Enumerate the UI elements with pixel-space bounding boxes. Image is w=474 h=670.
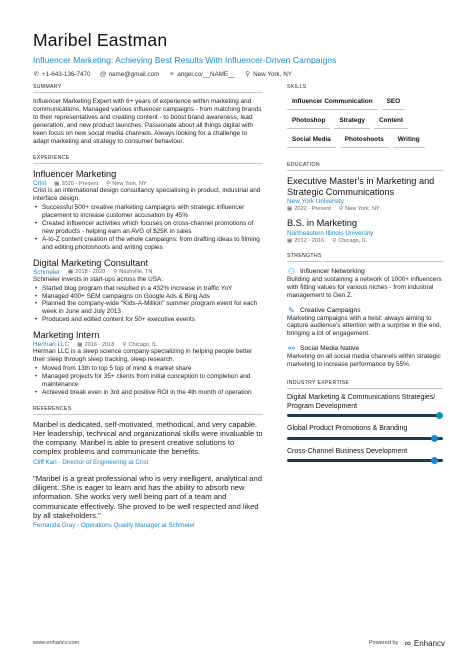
job-bullet: • Achieved break even in 3rd and positive ROI in the 4th month of operation [33, 389, 263, 397]
job-description: Herman LLC is a sleep science company specializing in helping people better their sleep through sleep tracking, sleep research. [33, 348, 253, 364]
expertise-knob [436, 412, 443, 419]
brand-logo [404, 638, 445, 648]
job-location [106, 181, 147, 187]
strength-text: Marketing campaigns with a twist: always aiming to capture audience's attention with a surprise in the end, bringing a lot of engagement. [287, 314, 442, 338]
job-title: Marketing Intern [33, 330, 100, 341]
contact-row [33, 70, 453, 78]
references-title: REFERENCES [33, 405, 72, 412]
education-section [287, 162, 443, 244]
section-divider [33, 414, 263, 415]
expertise-entry [287, 394, 443, 417]
job-dates [54, 181, 98, 187]
expertise-title: INDUSTRY EXPERTISE [287, 380, 350, 387]
phone-icon: ✆ [33, 71, 40, 78]
expertise-name: Global Product Promotions & Branding [287, 425, 408, 433]
reference-author: Cliff Kari - Director of Engineering at Crist [33, 458, 149, 466]
job-meta [33, 269, 263, 276]
link-icon: ⚭ [169, 71, 175, 78]
skill-tag: Strategy [334, 114, 370, 129]
education-dates [287, 206, 331, 212]
location-icon: ⚲ [106, 180, 111, 187]
share-icon: ⚯ [288, 344, 295, 354]
reference-quote: Maribel is dedicated, self-motivated, methodical, and very capable. Her leadership, technical and organizational skills were invaluable to the company. Maribel is able to present creative solutions to complex problems and communicate the benefits. [33, 419, 263, 457]
expertise-bar [287, 414, 443, 417]
contact-location [244, 70, 292, 78]
job-bullet: • A-to-Z content creation of the whole campaigns: from drafting ideas to filming and editing photoshoots and writing copies [33, 236, 263, 252]
summary-title: SUMMARY [33, 84, 62, 90]
job-bullet: • Created influencer activities which focuses on cross-channel promotions of new products - helping earn an AVG of $25K in sales [33, 220, 263, 236]
job-dates-text: 2018 - 2020 [75, 269, 106, 276]
strength-entry [287, 267, 443, 300]
candidate-headline: Influencer Marketing: Achieving Best Results With Influencer-Driven Campaigns [33, 55, 337, 65]
job-entry [33, 258, 263, 324]
section-divider [287, 170, 443, 171]
expertise-section [287, 380, 443, 462]
job-company: Schmeler [33, 268, 60, 276]
education-entry [287, 176, 443, 212]
job-title: Digital Marketing Consultant [33, 257, 148, 268]
skill-tag: SEO [382, 95, 406, 110]
education-degree: Executive Master's in Marketing and Strategic Communications [287, 176, 435, 197]
job-dates-text: 2016 - 2018 [84, 341, 115, 348]
expertise-entry [287, 425, 443, 440]
education-location-text: New York, NY [345, 206, 380, 213]
expertise-knob [431, 457, 438, 464]
skill-tag: Photoshoots [340, 133, 389, 148]
expertise-bar [287, 459, 443, 462]
job-dates [77, 342, 114, 348]
references-section [33, 406, 263, 530]
job-description: Schmeler invests in start-ups across the USA. [33, 275, 163, 283]
reference-author: Fernanda Gray - Operations Quality Manager at Schmeler [33, 522, 196, 530]
skill-tag: Social Media [287, 133, 336, 148]
enhancv-logo-icon: ∞ [404, 638, 411, 648]
job-description: Crist is an international design consultancy specialising in product, industrial and interface design. [33, 187, 261, 203]
megaphone-icon: ✎ [288, 305, 295, 315]
calendar-icon: ▦ [287, 237, 293, 244]
education-location-text: Chicago, IL [338, 237, 367, 244]
location-icon: ⚲ [332, 237, 337, 244]
contact-email[interactable] [100, 70, 160, 78]
education-dates-text: 2022 - Present [294, 206, 331, 213]
job-entry [33, 330, 263, 396]
contact-email-text: name@gmail.com [108, 70, 160, 78]
reference-entry [33, 420, 263, 466]
calendar-icon: ▦ [287, 206, 293, 213]
contact-phone-text: +1-643-136-7470 [42, 70, 91, 78]
education-dates [287, 238, 324, 244]
strength-entry [287, 344, 443, 369]
summary-section [33, 84, 263, 145]
location-icon: ⚲ [339, 206, 344, 213]
expertise-bar [287, 437, 443, 440]
education-meta [287, 238, 443, 244]
job-location-text: Chicago, IL [128, 341, 157, 348]
job-bullet: • Produced and edited content for 50+ executive events [33, 316, 263, 324]
strength-name: Creative Campaigns [300, 306, 361, 314]
education-location [332, 238, 366, 244]
skill-tag: Photoshop [287, 114, 330, 129]
summary-text: Influencer Marketing Expert with 6+ years of experience within marketing and communications. Managed various influencer campaigns - from matching brands to their representatives and creating content - to boost brand awareness, lead generation, and new product launches. Passionate about all things digital with keen focus on new social media channels. Always looking for a challenge to adapt marketing and strategy to consumer behaviour. [33, 98, 262, 145]
location-icon: ⚲ [113, 269, 118, 276]
education-entry [287, 218, 443, 244]
calendar-icon: ▦ [68, 269, 74, 276]
section-divider [287, 388, 443, 389]
education-degree: B.S. in Marketing [287, 218, 357, 229]
job-dates [68, 269, 105, 275]
experience-title: EXPERIENCE [33, 155, 70, 162]
page-footer [33, 638, 445, 648]
contact-phone[interactable] [33, 70, 91, 78]
candidate-name: Maribel Eastman [33, 30, 168, 50]
education-location [339, 206, 380, 212]
contact-link-text: angel.co/__NAME__ [177, 70, 236, 78]
job-dates-text: 2020 - Present [61, 180, 99, 187]
strength-name: Influencer Networking [300, 267, 365, 275]
strength-entry [287, 306, 443, 339]
job-bullet: • Managed projects for 35+ clients from initial conception to completion and maintenance [33, 373, 263, 389]
powered-by-label: Powered by [368, 640, 399, 646]
skill-tag: Influencer Communication [287, 95, 378, 110]
expertise-knob [431, 435, 438, 442]
calendar-icon: ▦ [77, 341, 83, 348]
left-column [33, 84, 263, 529]
job-bullet: • Successful 500+ creative marketing campaigns with strategic influencer placement to increase customer accusation by 45% [33, 204, 263, 220]
skills-title: SKILLS [287, 84, 307, 90]
education-school: New York University [287, 198, 344, 206]
people-icon: ⚇ [287, 266, 296, 276]
job-bullet: • Moved from 13th to top 5 top of mind & market share [33, 365, 263, 373]
job-location-text: New York, NY [112, 180, 147, 187]
resume-header [33, 30, 453, 78]
powered-by [369, 638, 445, 648]
strengths-section [287, 253, 443, 369]
job-location-text: Nashville, TN [119, 269, 153, 276]
skill-tag: Writing [393, 133, 425, 148]
skills-list [287, 95, 443, 152]
skill-tag: Content [374, 114, 408, 129]
education-school: Northeastern Illinois University [287, 229, 374, 237]
skills-section [287, 84, 443, 152]
job-bullets [33, 365, 263, 397]
calendar-icon: ▦ [54, 180, 60, 187]
experience-section [33, 155, 263, 396]
reference-quote: "Maribel is a great professional who is very intelligent, analytical and diligent. She is eager to learn and has the ability to absorb new information. She works very well being part of a team and communicate effectively. She proved to be well respected and liked by all stakeholders." [33, 473, 262, 520]
job-bullet: • Managed 400+ SEM campaigns on Google Ads & Bing Ads [33, 293, 263, 301]
brand-name: Enhancv [413, 638, 445, 648]
job-entry [33, 169, 263, 251]
strengths-title: STRENGTHS [287, 252, 322, 259]
section-divider [287, 261, 443, 262]
job-company: Herman LLC [33, 341, 70, 349]
education-dates-text: 2012 - 2016 [294, 237, 325, 244]
contact-location-text: New York, NY [253, 70, 292, 78]
job-bullets [33, 285, 263, 325]
education-meta [287, 206, 443, 212]
strength-head [287, 306, 443, 315]
expertise-name: Cross-Channel Business Development [287, 447, 408, 455]
strength-text: Building and sustaining a network of 1000+ influencers with fitting values for various niches - from industrial management to Gen Z. [287, 275, 442, 299]
location-icon: ⚲ [122, 341, 127, 348]
contact-link[interactable] [168, 70, 235, 78]
reference-entry [33, 474, 263, 529]
job-title: Influencer Marketing [33, 169, 117, 180]
job-bullets [33, 204, 263, 251]
section-divider [33, 163, 263, 164]
job-bullet: • Started blog program that resulted in a 432% increase in traffic YoY [33, 285, 263, 293]
location-icon: ⚲ [245, 71, 250, 78]
email-icon: @ [99, 70, 107, 78]
job-location [113, 269, 152, 275]
section-divider [33, 92, 263, 93]
job-meta [33, 180, 263, 187]
expertise-name: Digital Marketing & Communications Strategies/ Program Development [287, 394, 436, 410]
education-title: EDUCATION [287, 162, 320, 168]
strength-head [287, 344, 443, 353]
job-meta [33, 341, 263, 348]
strength-name: Social Media Native [300, 345, 360, 353]
right-column [287, 84, 443, 462]
strength-head [287, 267, 443, 276]
job-company: Crist [33, 180, 47, 188]
strength-text: Marketing on all social media channels within strategic marketing to increase performance by 55%. [287, 353, 441, 369]
expertise-entry [287, 448, 443, 463]
footer-url[interactable]: www.enhancv.com [33, 640, 80, 646]
section-divider [287, 92, 443, 93]
job-location [122, 342, 156, 348]
job-bullet: • Planned the company-wide "Kids-A-Million" summer program event for each week in June and July 2013 [33, 300, 263, 316]
